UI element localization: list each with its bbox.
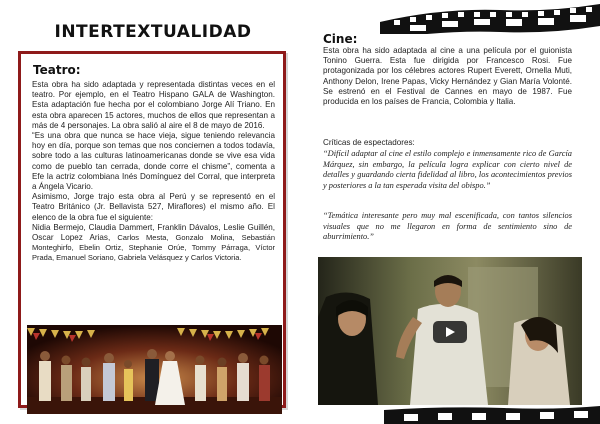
teatro-text	[32, 80, 275, 264]
page-title: INTERTEXTUALIDAD	[54, 22, 252, 42]
teatro-paragraph-1: Esta obra ha sido adaptada y representada distintas veces en el teatro. Por ejemplo, en el Teatro Hispano GALA de Washington. Esta adaptación fue hecha por el colombiano Jorge Alí Triano. En esta obra aparecen 15 actores, muchos de ellos que representan a más de 4 personajes. La obra salió al aire el 8 de mayo de 2016.	[32, 80, 275, 130]
film-video-player[interactable]	[318, 257, 582, 405]
teatro-heading: Teatro:	[33, 63, 81, 77]
cine-heading: Cine:	[323, 32, 358, 46]
critics-label: Críticas de espectadores:	[323, 138, 415, 147]
teatro-frame	[18, 51, 286, 408]
cast-list-b: Carlos Mesta, Gonzalo Molina, Sebastián Monteghirfo, Ebelin Ortiz, Stephanie Orúe, Tommy Párraga, Víctor Prada, Emanuel Soriano, Gabriela Velásquez y Carlos Victoria.	[32, 233, 275, 263]
film-strip-top-decoration	[380, 0, 600, 34]
film-strip-bottom-decoration	[384, 404, 600, 424]
cast-list-a: Nidia Bermejo, Claudia Dammert, Franklin Dávalos, Leslie Guillén, Oscar Lopez Arias,	[32, 222, 275, 243]
teatro-paragraph-2: “Es una obra que nunca se hace vieja, sigue teniendo relevancia hoy en día, porque son temas que nos conciernen a todos todavía, sobre todo a las culturas latinoamericanas donde se vive esa vida como de pueblo tan cerrada, donde corre el chisme”, comenta a Efe la actriz colombiana Inés Domínguez del Corral, que interpreta a Ángela Vicario.	[32, 131, 275, 192]
critic-quote-1: “Difícil adaptar al cine el estilo complejo e inmensamente rico de García Márquez, sin embargo, la película logra explicar con cierto nivel de detalles y guardando cierta fidelidad al libro, los acontecimientos previos y posteriores a la tan esperada visita del obispo.”	[323, 149, 572, 190]
stage-performance-photo	[27, 325, 282, 414]
cine-paragraph: Esta obra ha sido adaptada al cine a una película por el guionista Tonino Guerra. Esta fue dirigida por Francesco Rosi. Fue protagonizada por los célebres actores Rupert Everett, Ornella Muti, Anthony Delon, Irene Papas, Vicky Hernández y Gian María Volonté. Se estrenó en el Festival de Cannes en mayo de 1987. Fue producida en los países de Francia, Colombia y Italia.	[323, 46, 572, 107]
play-button[interactable]	[433, 321, 467, 343]
critic-quote-2: “Temática interesante pero muy mal escenificada, con tantos silencios visuales que no me llegaron en forma de sentimiento sino de aburrimiento.”	[323, 211, 572, 242]
play-icon	[446, 327, 455, 337]
teatro-paragraph-3: Asimismo, Jorge trajo esta obra al Perú y se representó en el Teatro Británico (Jr. Bellavista 527, Miraflores) el mismo año. El elenco de la obra fue el siguiente:	[32, 192, 275, 222]
